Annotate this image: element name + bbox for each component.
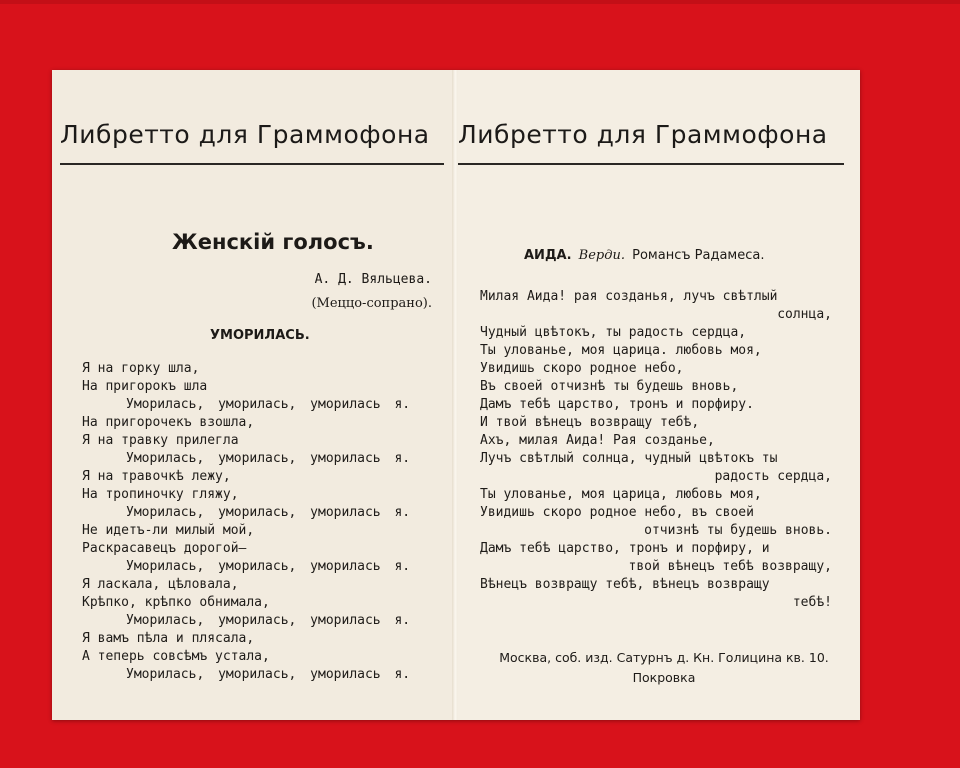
lyric-line: Крѣпко, крѣпко обнимала, <box>82 595 270 610</box>
libretto-sheet <box>52 70 860 720</box>
aria-lyric-line: Лучъ свѣтлый солнца, чудный цвѣтокъ ты <box>480 451 778 466</box>
left-banner-title: Либретто для Граммофона <box>60 120 430 149</box>
aria-lyric-line: Вѣнецъ возвращу тебѣ, вѣнецъ возвращу <box>480 577 770 592</box>
song-title: УМОРИЛАСЬ. <box>210 328 310 343</box>
aria-lyric-line: Ты улованье, моя царица, любовь моя, <box>480 487 762 502</box>
aria-title: Романсъ Радамеса. <box>632 248 765 263</box>
imprint-line: Покровка <box>632 670 696 685</box>
lyric-line: Уморилась, уморилась, уморилась я. <box>126 613 411 628</box>
lyric-line: На пригорокъ шла <box>82 379 208 394</box>
lyric-line: А теперь совсѣмъ устала, <box>82 649 270 664</box>
lyric-line: Я ласкала, цѣловала, <box>82 577 239 592</box>
opera-title: АИДА. <box>524 248 572 263</box>
lyric-line: Уморилась, уморилась, уморилась я. <box>126 559 411 574</box>
aria-lyric-line: Увидишь скоро родное небо, въ своей <box>480 505 754 520</box>
voice-title: Женскій голосъ. <box>172 230 374 254</box>
left-page <box>52 70 454 720</box>
lyric-line: Не идетъ-ли милый мой, <box>82 523 255 538</box>
lyric-line: Я вамъ пѣла и плясала, <box>82 631 255 646</box>
right-banner-rule <box>458 163 844 165</box>
lyric-line: Раскрасавецъ дорогой— <box>82 541 247 556</box>
aria-lyric-line: твой вѣнецъ тебѣ возвращу, <box>628 559 832 574</box>
lyric-line: Уморилась, уморилась, уморилась я. <box>126 667 411 682</box>
composer-name: Верди. <box>578 248 625 263</box>
publisher-imprint <box>474 648 854 688</box>
aria-lyric-line: Чудный цвѣтокъ, ты радость сердца, <box>480 325 747 340</box>
lyric-line: На пригорочекъ взошла, <box>82 415 255 430</box>
aria-lyric-line: солнца, <box>777 307 832 322</box>
lyric-line: Я на горку шла, <box>82 361 200 376</box>
aria-lyric-line: Ты улованье, моя царица. любовь моя, <box>480 343 762 358</box>
right-lyrics <box>480 288 832 612</box>
lyric-line: Уморилась, уморилась, уморилась я. <box>126 451 411 466</box>
imprint-line: Москва, соб. изд. Сатурнъ д. Кн. Голицина кв. 10. <box>499 650 829 665</box>
left-banner-rule <box>60 163 444 165</box>
aria-header <box>524 248 764 263</box>
aria-lyric-line: Въ своей отчизнѣ ты будешь вновь, <box>480 379 739 394</box>
lyric-line: Уморилась, уморилась, уморилась я. <box>126 397 411 412</box>
left-lyrics <box>82 360 434 684</box>
lyric-line: Я на травку прилегла <box>82 433 239 448</box>
aria-lyric-line: Дамъ тебѣ царство, тронъ и порфиру. <box>480 397 754 412</box>
lyric-line: Я на травочкѣ лежу, <box>82 469 231 484</box>
right-banner-title: Либретто для Граммофона <box>458 120 828 149</box>
aria-lyric-line: И твой вѣнецъ возвращу тебѣ, <box>480 415 700 430</box>
aria-lyric-line: Дамъ тебѣ царство, тронъ и порфиру, и <box>480 541 770 556</box>
lyric-line: Уморилась, уморилась, уморилась я. <box>126 505 411 520</box>
right-page <box>458 70 860 720</box>
aria-lyric-line: Ахъ, милая Аида! Рая созданье, <box>480 433 715 448</box>
voice-type: (Меццо-сопрано). <box>311 296 432 311</box>
scan-background <box>0 0 960 4</box>
aria-lyric-line: Увидишь скоро родное небо, <box>480 361 684 376</box>
aria-lyric-line: радость сердца, <box>714 469 832 484</box>
aria-lyric-line: Милая Аида! рая созданья, лучъ свѣтлый <box>480 289 778 304</box>
aria-lyric-line: отчизнѣ ты будешь вновь. <box>644 523 832 538</box>
lyric-line: На тропиночку гляжу, <box>82 487 239 502</box>
aria-lyric-line: тебѣ! <box>792 595 832 610</box>
artist-name: А. Д. Вяльцева. <box>314 272 432 287</box>
